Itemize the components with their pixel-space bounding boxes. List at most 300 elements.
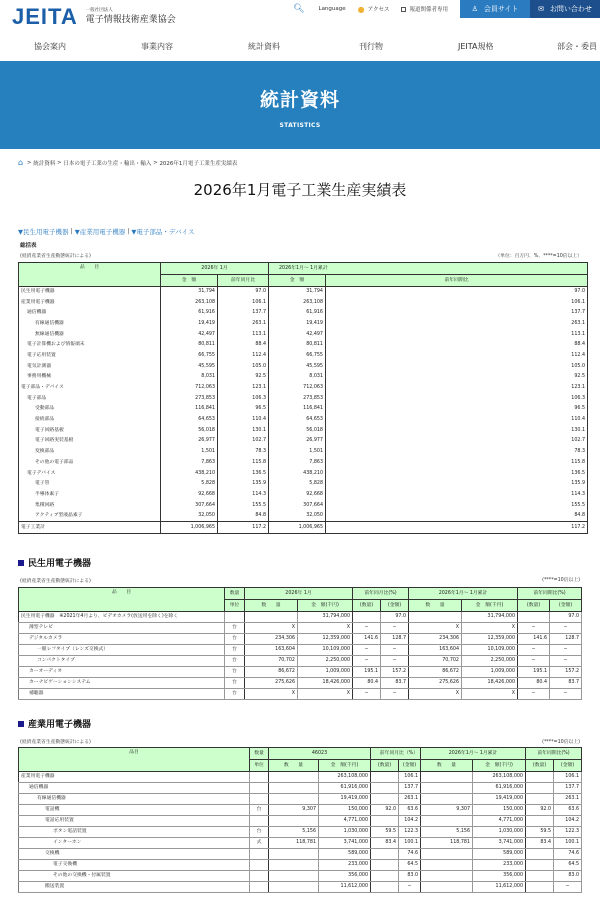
cum-yoy-qty [526,849,554,860]
table-row [19,634,582,645]
nav-item-business[interactable]: 事業内容 [141,42,173,51]
cum-amount: 19,419 [269,319,326,330]
press-link[interactable] [401,0,448,18]
amount: 356,000 [319,871,371,882]
nav-item-statistics[interactable]: 統計資料 [248,42,280,51]
unit: 台 [225,623,245,634]
table-row [19,468,588,479]
cum-yoy: 113.1 [326,329,588,340]
cum-yoy-amt: − [554,882,582,893]
table-row [19,667,582,678]
yoy-qty [371,794,399,805]
col-cum-yoy-amt: (金額) [550,600,582,612]
col-cum-amount: 金 額(千円) [462,600,518,612]
cum-yoy-amt: − [550,656,582,667]
yoy: 84.8 [218,511,269,522]
cum-amount: 26,977 [269,436,326,447]
amount: 1,006,965 [161,522,218,534]
cum-yoy-qty: − [518,645,550,656]
yoy-qty [371,871,399,882]
square-bullet-icon [18,560,24,566]
summary-source: (経済産業省生産動態統計による) [20,254,91,259]
item-name: 有線通信機器 [19,794,250,805]
yoy-amt: 104.2 [399,816,421,827]
yoy: 88.4 [218,340,269,351]
yoy-amt: 263.1 [399,794,421,805]
table-row [19,415,588,426]
cum-yoy-qty [526,871,554,882]
amount: X [298,689,353,700]
item-name: カーナビゲーションシステム [19,678,225,689]
table-row [19,319,588,330]
contact-label: お問い合わせ [549,5,592,13]
yoy-amt: 83.7 [381,678,409,689]
breadcrumb-sep: > [151,159,160,166]
qty: X [245,689,298,700]
cum-yoy-qty: 59.5 [526,827,554,838]
cum-qty [421,772,473,783]
item-name: ボタン電話装置 [19,827,250,838]
table-row [19,425,588,436]
separator: | [127,227,130,235]
cum-yoy: 92.5 [326,372,588,383]
cum-yoy: 106.1 [326,297,588,308]
summary-label: 総括表 [20,243,37,249]
amount: 31,794 [161,287,218,298]
cum-amount: 1,006,965 [269,522,326,534]
unit: 台 [225,667,245,678]
anchor-industrial[interactable]: ▼産業用電子機器 [74,228,126,236]
cum-amount: 3,741,000 [473,838,526,849]
table-row [19,772,582,783]
logo-text [86,9,176,25]
yoy-amt: 157.2 [381,667,409,678]
yoy: 117.2 [218,522,269,534]
item-name: 民生用電子機器 ※2021年4月より、ビデオカメラ(放送用を除く)を除く [19,612,225,623]
cum-amount: 12,359,000 [462,634,518,645]
yoy: 123.1 [218,383,269,394]
col-month: 46023 [269,748,371,760]
cum-yoy-amt: 83.0 [554,871,582,882]
cum-amount: 66,755 [269,351,326,362]
item-name: 薄型テレビ [19,623,225,634]
section-industrial-title [18,717,91,730]
contact-button[interactable] [530,0,600,18]
yoy-amt: − [381,689,409,700]
consumer-source: (経済産業省生産動態統計による) [20,579,91,584]
item-name: 電子部品・デバイス [19,383,161,394]
col-unit-2: 単位 [225,600,245,612]
industrial-table [18,747,582,893]
item-name: 電話機 [19,805,250,816]
cum-amount: 32,050 [269,511,326,522]
qty [269,849,319,860]
unit: 台 [250,805,269,816]
cum-yoy-qty [526,816,554,827]
table-row [19,447,588,458]
cum-yoy: 137.7 [326,308,588,319]
language-link[interactable] [319,0,346,18]
item-name: 搬送装置 [19,882,250,893]
cum-yoy-amt: 64.5 [554,860,582,871]
cum-yoy-amt: − [550,645,582,656]
amount: 712,063 [161,383,218,394]
cum-amount: 31,794,000 [462,612,518,623]
table-row [19,623,582,634]
yoy-amt: − [381,656,409,667]
yoy: 78.3 [218,447,269,458]
amount: 273,853 [161,393,218,404]
col-unit-1: 数量 [225,588,245,600]
cum-yoy: 97.0 [326,287,588,298]
industrial-title-text: 産業用電子機器 [28,720,92,730]
qty: 234,306 [245,634,298,645]
amount: 18,426,000 [298,678,353,689]
col-yoy: 前年同月比(%) [353,588,409,600]
qty: 163,604 [245,645,298,656]
cum-yoy: 135.9 [326,479,588,490]
cum-amount: 589,000 [473,849,526,860]
member-site-label: 会員サイト [483,5,519,13]
amount: 2,250,000 [298,656,353,667]
cum-amount: 31,794 [269,287,326,298]
amount: 263,108,000 [319,772,371,783]
yoy-qty [371,772,399,783]
summary-unit: （単位：百万円、%、****=10倍以上） [495,254,582,259]
breadcrumb-statistics[interactable]: 統計資料 [33,160,56,167]
cum-qty: 9,307 [421,805,473,816]
cum-amount: 11,612,000 [473,882,526,893]
nav-item-publications[interactable]: 刊行物 [359,42,383,51]
col-cum-qty: 数 量 [409,600,462,612]
consumer-title-text: 民生用電子機器 [28,559,92,569]
cum-qty [421,871,473,882]
item-name: アクティブ型液晶素子 [19,511,161,522]
cum-amount: 42,497 [269,329,326,340]
cum-yoy: 112.4 [326,351,588,362]
yoy-amt: 74.6 [399,849,421,860]
cum-qty: 86,672 [409,667,462,678]
item-name: 電子回路実装基板 [19,436,161,447]
col-cum-yoy: 前年同期比 [326,275,588,287]
cum-yoy-qty: 195.1 [518,667,550,678]
col-qty: 数 量 [269,760,319,772]
cum-yoy: 123.1 [326,383,588,394]
anchor-consumer[interactable]: ▼民生用電子機器 [18,228,69,236]
yoy-qty [353,612,381,623]
amount: 7,863 [161,458,218,469]
item-name: 半導体素子 [19,490,161,501]
yoy-amt: − [381,645,409,656]
amount: 1,009,000 [298,667,353,678]
table-row [19,882,582,893]
cum-yoy-qty [526,882,554,893]
home-icon[interactable]: ⌂ [18,158,24,167]
yoy: 92.5 [218,372,269,383]
cum-qty: 163,604 [409,645,462,656]
amount: 589,000 [319,849,371,860]
yoy-qty: − [353,623,381,634]
table-row [19,645,582,656]
cum-amount: X [462,689,518,700]
cum-yoy: 136.5 [326,468,588,479]
yoy-qty [371,783,399,794]
yoy: 112.4 [218,351,269,362]
cum-amount: 61,916,000 [473,783,526,794]
item-name: 接続部品 [19,415,161,426]
cum-qty [421,860,473,871]
unit: 台 [225,689,245,700]
amount: 19,419,000 [319,794,371,805]
cum-amount: 19,419,000 [473,794,526,805]
table-row [19,329,588,340]
table-row [19,361,588,372]
cum-amount: 5,828 [269,479,326,490]
cum-yoy: 105.0 [326,361,588,372]
cum-yoy-amt: 137.7 [554,783,582,794]
cum-yoy: 155.5 [326,500,588,511]
yoy-amt: 97.0 [381,612,409,623]
nav-item-standards[interactable]: JEITA規格 [458,42,494,51]
amount: 11,612,000 [319,882,371,893]
amount: 80,811 [161,340,218,351]
yoy-qty: 92.0 [371,805,399,816]
amount: 61,916,000 [319,783,371,794]
section-anchors [18,227,194,236]
banner-title: 統計資料 [259,89,340,111]
table-row [19,500,588,511]
col-amount: 金 額(千円) [298,600,353,612]
utility-bar [293,0,600,18]
cum-qty [409,612,462,623]
amount: 233,000 [319,860,371,871]
nav-item-about[interactable]: 協会案内 [34,42,66,51]
cum-amount: 1,501 [269,447,326,458]
yoy-amt: 64.5 [399,860,421,871]
cum-yoy-amt: 104.2 [554,816,582,827]
item-name: 事務用機械 [19,372,161,383]
breadcrumb-current: 2026年1月電子工業生産実績表 [159,160,238,167]
table-row [19,805,582,816]
amount: 1,030,000 [319,827,371,838]
item-name: インターホン [19,838,250,849]
item-name: コンパクトタイプ [19,656,225,667]
cum-yoy: 84.8 [326,511,588,522]
item-name: 電子管 [19,479,161,490]
cum-qty: 118,781 [421,838,473,849]
item-name: 電子回路基板 [19,425,161,436]
cum-yoy: 110.4 [326,415,588,426]
table-row [19,383,588,394]
cum-yoy-qty: − [518,623,550,634]
col-unit-2: 単位 [250,760,269,772]
cum-yoy-qty [518,612,550,623]
col-cumulative: 2026年1月～ 1月累計 [269,263,588,275]
site-header [0,0,600,33]
total-row [19,522,588,534]
access-link[interactable] [358,0,390,18]
qty [269,783,319,794]
cum-qty [421,882,473,893]
table-row [19,816,582,827]
unit: 台 [250,827,269,838]
cum-yoy-qty [526,772,554,783]
anchor-components[interactable]: ▼電子部品・デバイス [131,228,195,236]
yoy-qty: 141.6 [353,634,381,645]
col-yoy: 前年同月比 [218,275,269,287]
document-icon [401,7,406,12]
amount: 10,109,000 [298,645,353,656]
main-nav [0,33,600,61]
table-row [19,783,582,794]
cum-yoy-amt: − [550,689,582,700]
amount: 92,668 [161,490,218,501]
member-site-button[interactable] [460,0,530,18]
col-month: 2026年 1月 [161,263,269,275]
col-qty: 数 量 [245,600,298,612]
item-name: 有線通信機器 [19,319,161,330]
cum-yoy-qty: 83.4 [526,838,554,849]
col-yoy-amt: (金額) [381,600,409,612]
cum-yoy-qty: 80.4 [518,678,550,689]
nav-item-committees[interactable]: 部会・委員 [557,42,597,51]
unit: 台 [225,656,245,667]
jeita-logo[interactable] [12,6,176,28]
cum-yoy-qty [526,783,554,794]
cum-qty [421,816,473,827]
item-name: 集積回路 [19,500,161,511]
item-name: 電子交換機 [19,860,250,871]
col-item: 品 目 [19,588,225,612]
cum-yoy-qty: − [518,656,550,667]
table-row [19,404,588,415]
table-row [19,308,588,319]
amount: 263,108 [161,297,218,308]
cum-yoy-amt: 74.6 [554,849,582,860]
qty [269,772,319,783]
cum-yoy-amt: − [550,623,582,634]
qty [269,794,319,805]
yoy: 115.8 [218,458,269,469]
breadcrumb-sep: > [25,159,34,166]
col-yoy-cum: 前年同期比(%) [518,588,582,600]
col-yoy-cum: 前年同期比(%) [526,748,582,760]
item-name: 産業用電子機器 [19,772,250,783]
qty: 86,672 [245,667,298,678]
cum-yoy: 78.3 [326,447,588,458]
page-banner [0,61,600,149]
table-row [19,511,588,522]
yoy-amt: 106.1 [399,772,421,783]
col-cum-yoy-qty: (数量) [526,760,554,772]
search-icon[interactable]: 🔍︎ [293,4,305,14]
yoy: 113.1 [218,329,269,340]
org-name: 電子情報技術産業協会 [85,14,176,25]
cum-amount: 10,109,000 [462,645,518,656]
breadcrumb-production[interactable]: 日本の電子工業の生産・輸出・輸入 [63,160,152,167]
yoy-amt: 137.7 [399,783,421,794]
cum-yoy: 117.2 [326,522,588,534]
cum-yoy-amt: 106.1 [554,772,582,783]
cum-yoy-qty: 141.6 [518,634,550,645]
cum-yoy: 96.5 [326,404,588,415]
yoy: 137.7 [218,308,269,319]
yoy-qty [371,849,399,860]
unit [225,612,245,623]
logo-mark: JEITA [12,4,78,29]
yoy: 130.1 [218,425,269,436]
qty [269,871,319,882]
summary-table [18,262,588,534]
yoy-amt: 122.3 [399,827,421,838]
yoy: 102.7 [218,436,269,447]
col-amount: 金 額(千円) [319,760,371,772]
table-row [19,860,582,871]
item-name: 通信機器 [19,783,250,794]
item-name: 電子計算機および情報端末 [19,340,161,351]
yoy-amt: 63.6 [399,805,421,816]
amount: 116,841 [161,404,218,415]
item-name: 一眼レフタイプ（レンズ交換式） [19,645,225,656]
item-name: 民生用電子機器 [19,287,161,298]
cum-yoy-amt: 122.3 [554,827,582,838]
table-row [19,297,588,308]
table-row [19,287,588,298]
col-month: 2026年 1月 [245,588,353,600]
banner-subtitle: STATISTICS [279,122,321,129]
item-name: デジタルカメラ [19,634,225,645]
qty: X [245,623,298,634]
cum-qty [421,849,473,860]
amount: 42,497 [161,329,218,340]
cum-amount: 18,426,000 [462,678,518,689]
table-row [19,490,588,501]
industrial-source: (経済産業省生産動態統計による) [20,740,91,745]
consumer-unit: (****=10倍以上) [542,578,580,583]
table-row [19,340,588,351]
yoy-amt: − [381,623,409,634]
cum-qty: 234,306 [409,634,462,645]
amount: 64,653 [161,415,218,426]
cum-yoy-amt: 83.7 [550,678,582,689]
qty: 118,781 [269,838,319,849]
cum-amount: 263,108,000 [473,772,526,783]
table-row [19,794,582,805]
cum-amount: 150,000 [473,805,526,816]
breadcrumb [18,158,237,167]
unit [250,860,269,871]
cum-yoy: 106.3 [326,393,588,404]
qty: 5,156 [269,827,319,838]
yoy: 110.4 [218,415,269,426]
table-row [19,393,588,404]
unit [250,783,269,794]
consumer-table [18,587,582,700]
table-row [19,656,582,667]
col-yoy-qty: (数量) [371,760,399,772]
press-label: 報道関係者専用 [409,7,448,13]
item-name: 電子部品 [19,393,161,404]
col-cumulative: 2026年1月～ 1月累計 [409,588,518,600]
col-cum-yoy-amt: (金額) [554,760,582,772]
cum-amount: 233,000 [473,860,526,871]
cum-amount: 356,000 [473,871,526,882]
amount: X [298,623,353,634]
cum-yoy: 263.1 [326,319,588,330]
col-unit-1: 数量 [250,748,269,760]
yoy: 106.1 [218,297,269,308]
qty [269,882,319,893]
